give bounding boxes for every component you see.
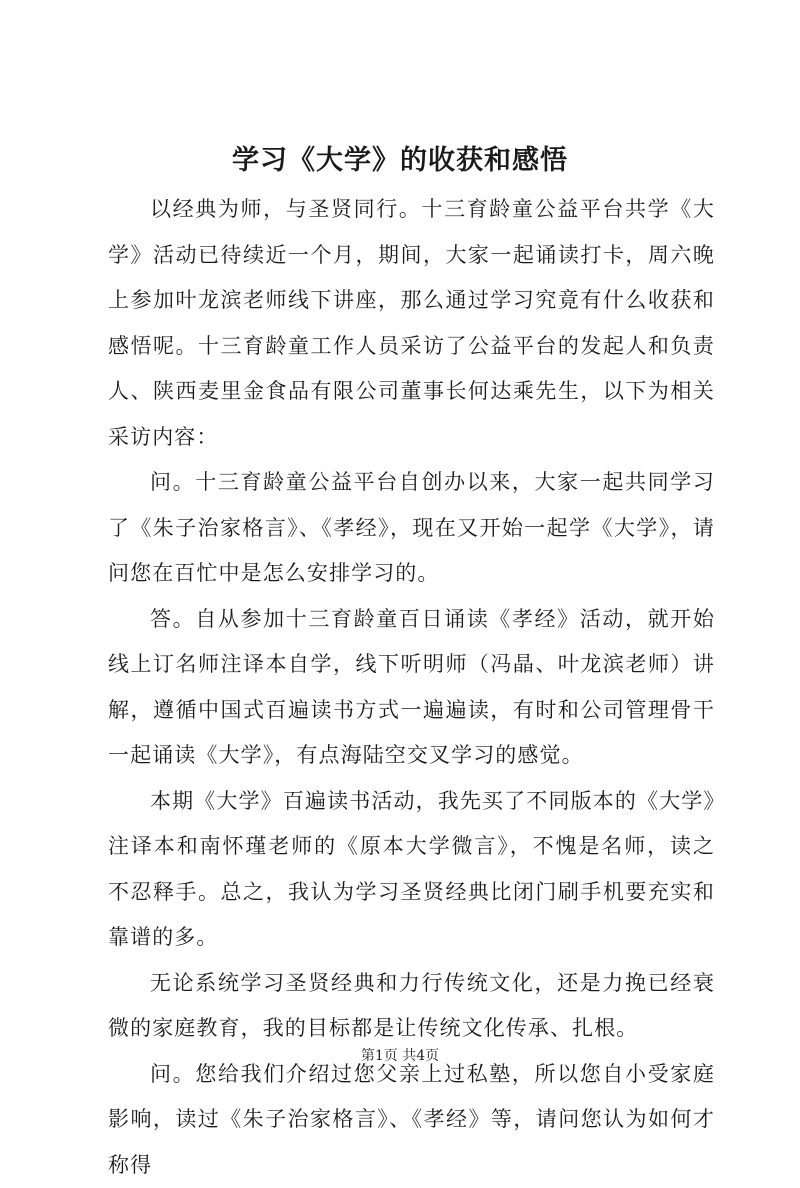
paragraph: 答。自从参加十三育龄童百日诵读《孝经》活动，就开始线上订名师注译本自学，线下听明师（冯晶、叶龙滨老师）讲解，遵循中国式百遍读书方式一遍遍读，有时和公司管理骨干一起诵读《大学》，有点海陆空交叉学习的感觉。 [108,597,715,779]
paragraph: 问。十三育龄童公益平台自创办以来，大家一起共同学习了《朱子治家格言》、《孝经》，现在又开始一起学《大学》，请问您在百忙中是怎么安排学习的。 [108,460,715,597]
paragraph: 本期《大学》百遍读书活动，我先买了不同版本的《大学》注译本和南怀瑾老师的《原本大学微言》，不愧是名师，读之不忍释手。总之，我认为学习圣贤经典比闭门刷手机要充实和靠谱的多。 [108,779,715,961]
paragraph: 问。您给我们介绍过您父亲上过私塾，所以您自小受家庭影响，读过《朱子治家格言》、《孝经》等，请问您认为如何才称得 [108,1052,715,1188]
document-body [108,187,715,1188]
document-title: 学习《大学》的收获和感悟 [0,141,800,181]
paragraph: 无论系统学习圣贤经典和力行传统文化，还是力挽已经衰微的家庭教育，我的目标都是让传统文化传承、扎根。 [108,961,715,1052]
page-number-footer: 第1页 共4页 [0,1046,800,1066]
paragraph: 以经典为师，与圣贤同行。十三育龄童公益平台共学《大学》活动已待续近一个月，期间，大家一起诵读打卡，周六晚上参加叶龙滨老师线下讲座，那么通过学习究竟有什么收获和感悟呢。十三育龄童工作人员采访了公益平台的发起人和负责人、陕西麦里金食品有限公司董事长何达乘先生，以下为相关采访内容： [108,187,715,460]
